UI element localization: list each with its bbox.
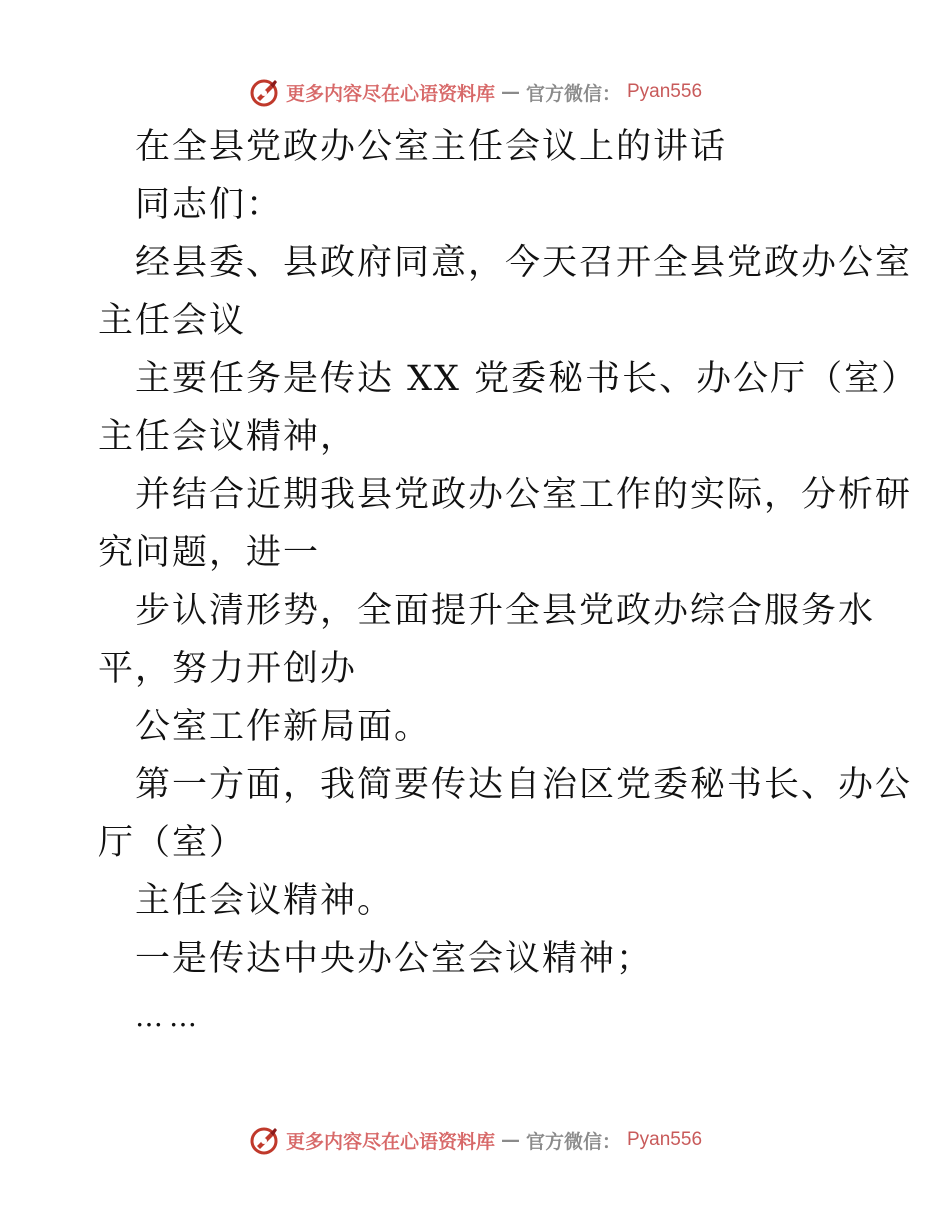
watermark-group: [248, 1124, 702, 1156]
paragraph-line: 究问题，进一: [98, 533, 321, 573]
watermark-dash: —: [500, 81, 520, 103]
paragraph-line: 一是传达中央办公室会议精神；: [135, 939, 654, 979]
paragraph-line: 主任会议精神。: [135, 881, 395, 921]
ellipsis: ……: [135, 1000, 203, 1033]
paragraph-line: 第一方面，我简要传达自治区党委秘书长、办公: [135, 765, 913, 805]
watermark-wechat-id: Pyan556: [627, 81, 703, 102]
paragraph-line: 主要任务是传达 XX 党委秘书长、办公厅（室）: [135, 359, 919, 399]
document-body: [98, 118, 919, 1046]
document-title: 在全县党政办公室主任会议上的讲话: [135, 127, 728, 167]
paragraph-line: 平，努力开创办: [98, 649, 358, 689]
paragraph-line: 主任会议精神，: [98, 417, 358, 457]
paragraph-line: 经县委、县政府同意，今天召开全县党政办公室: [135, 243, 913, 283]
paragraph-line: 步认清形势，全面提升全县党政办综合服务水: [135, 591, 876, 631]
watermark-wechat-label: 官方微信：: [525, 1130, 621, 1153]
watermark-group: [248, 76, 702, 108]
watermark-main-text: 更多内容尽在心语资料库: [285, 82, 495, 105]
watermark-wechat-id: Pyan556: [627, 1129, 703, 1150]
footer-watermark: [0, 1120, 950, 1160]
paragraph-line: 公室工作新局面。: [135, 707, 432, 747]
paragraph-line: 厅（室）: [98, 823, 247, 863]
watermark-wechat-label: 官方微信：: [525, 82, 621, 105]
pen-logo-icon: [248, 1124, 280, 1156]
paragraph-line: 主任会议: [98, 301, 247, 341]
watermark-dash: —: [500, 1129, 520, 1151]
salutation: 同志们：: [135, 185, 284, 225]
pen-logo-icon: [248, 76, 280, 108]
header-watermark: [0, 72, 950, 112]
watermark-main-text: 更多内容尽在心语资料库: [285, 1130, 495, 1153]
paragraph-line: 并结合近期我县党政办公室工作的实际，分析研: [135, 475, 913, 515]
